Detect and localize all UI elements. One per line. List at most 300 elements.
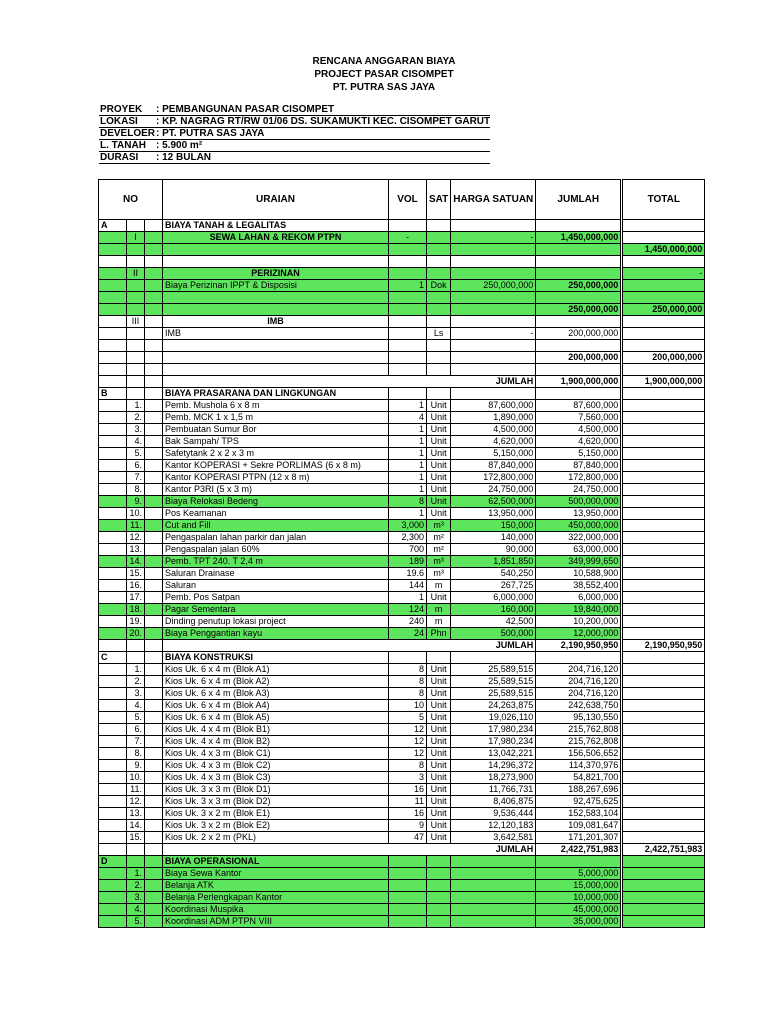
table-row: [99, 580, 705, 592]
item-description: Belanja Perlengkapan Kantor: [163, 892, 389, 904]
item-total: [623, 568, 705, 580]
section-letter: B: [99, 388, 127, 400]
item-amount: [536, 292, 621, 304]
item-unit-price: [451, 352, 536, 364]
item-total: [623, 424, 705, 436]
item-unit: [427, 244, 451, 256]
item-unit: m: [427, 616, 451, 628]
item-total: [623, 772, 705, 784]
item-unit: Unit: [427, 460, 451, 472]
item-description: Pemb. MCK 1 x 1,5 m: [163, 412, 389, 424]
info-row: [99, 116, 490, 128]
item-volume: 1: [389, 508, 427, 520]
item-unit: [427, 316, 451, 328]
item-volume: 8: [389, 664, 427, 676]
item-unit-price: [451, 916, 536, 928]
item-number: [127, 256, 145, 268]
table-row: [99, 304, 705, 316]
item-total: [623, 496, 705, 508]
blank-cell: [145, 328, 163, 340]
item-amount: 13,950,000: [536, 508, 621, 520]
item-amount: [536, 856, 621, 868]
section-letter: C: [99, 652, 127, 664]
item-amount: 7,560,000: [536, 412, 621, 424]
section-letter: [99, 448, 127, 460]
item-amount: 215,762,808: [536, 724, 621, 736]
item-unit: Unit: [427, 784, 451, 796]
item-volume: [389, 220, 427, 232]
item-unit: Unit: [427, 448, 451, 460]
item-unit: Unit: [427, 664, 451, 676]
section-letter: [99, 784, 127, 796]
item-unit: [427, 880, 451, 892]
item-unit-price: 19,026,110: [451, 712, 536, 724]
item-description: Kios Uk. 3 x 3 m (Blok D2): [163, 796, 389, 808]
section-letter: [99, 724, 127, 736]
item-description: [163, 304, 389, 316]
item-number: 4.: [127, 700, 145, 712]
item-amount: 54,821,700: [536, 772, 621, 784]
item-total: 1,450,000,000: [623, 244, 705, 256]
item-number: 12.: [127, 796, 145, 808]
blank-cell: [145, 532, 163, 544]
item-unit-price: 25,589,515: [451, 664, 536, 676]
item-description: BIAYA KONSTRUKSI: [163, 652, 389, 664]
item-number: 1.: [127, 664, 145, 676]
blank-cell: [145, 640, 163, 652]
item-description: Kios Uk. 4 x 3 m (Blok C2): [163, 760, 389, 772]
info-value: : KP. NAGRAG RT/RW 01/06 DS. SUKAMUKTI KEC. CISOMPET GARUT: [156, 116, 491, 127]
item-amount: 12,000,000: [536, 628, 621, 640]
item-number: 14.: [127, 556, 145, 568]
item-description: Biaya Sewa Kantor: [163, 868, 389, 880]
table-row: [99, 508, 705, 520]
blank-cell: [145, 412, 163, 424]
section-letter: [99, 736, 127, 748]
section-letter: [99, 628, 127, 640]
item-unit: Unit: [427, 724, 451, 736]
table-row: [99, 808, 705, 820]
blank-cell: [145, 616, 163, 628]
table-row: [99, 664, 705, 676]
jumlah-label: JUMLAH: [163, 376, 536, 388]
table-row: [99, 268, 705, 280]
item-number: 19.: [127, 616, 145, 628]
blank-cell: [145, 880, 163, 892]
item-number: 8.: [127, 748, 145, 760]
item-unit-price: 1,890,000: [451, 412, 536, 424]
item-total: [623, 712, 705, 724]
item-number: 13.: [127, 808, 145, 820]
item-volume: [389, 340, 427, 352]
item-description: Pembuatan Sumur Bor: [163, 424, 389, 436]
item-number: [127, 364, 145, 376]
item-total: [623, 580, 705, 592]
item-volume: [389, 916, 427, 928]
item-volume: 5: [389, 712, 427, 724]
item-number: [127, 640, 145, 652]
info-value: : 12 BULAN: [155, 152, 490, 164]
item-unit: Unit: [427, 796, 451, 808]
item-volume: [389, 292, 427, 304]
table-row: [99, 640, 705, 652]
item-number: 15.: [127, 832, 145, 844]
item-amount: [536, 244, 621, 256]
item-amount: 4,620,000: [536, 436, 621, 448]
item-number: [127, 292, 145, 304]
item-volume: 3,000: [389, 520, 427, 532]
item-unit: Unit: [427, 676, 451, 688]
item-unit-price: 500,000: [451, 628, 536, 640]
item-unit-price: [451, 292, 536, 304]
item-total: [623, 544, 705, 556]
table-row: [99, 496, 705, 508]
section-letter: [99, 772, 127, 784]
info-key: DEVELOER: [100, 128, 156, 139]
item-amount: 10,000,000: [536, 892, 621, 904]
item-description: Belanja ATK: [163, 880, 389, 892]
project-info: [99, 104, 490, 164]
blank-cell: [145, 904, 163, 916]
item-number: [127, 652, 145, 664]
item-amount: [536, 340, 621, 352]
item-total: [623, 472, 705, 484]
table-row: [99, 616, 705, 628]
item-unit: [427, 268, 451, 280]
item-description: Koordinasi ADM PTPN VIII: [163, 916, 389, 928]
item-unit: Ls: [427, 328, 451, 340]
item-number: 1.: [127, 868, 145, 880]
item-unit-price: 18,273,900: [451, 772, 536, 784]
item-unit-price: [451, 244, 536, 256]
item-unit-price: 11,766,731: [451, 784, 536, 796]
item-amount: 114,370,976: [536, 760, 621, 772]
item-amount: 87,600,000: [536, 400, 621, 412]
item-amount: 95,130,550: [536, 712, 621, 724]
item-number: 1.: [127, 400, 145, 412]
item-volume: [389, 316, 427, 328]
item-unit: [427, 388, 451, 400]
item-description: BIAYA PRASARANA DAN LINGKUNGAN: [163, 388, 389, 400]
item-number: [127, 376, 145, 388]
item-volume: 4: [389, 412, 427, 424]
blank-cell: [145, 460, 163, 472]
item-amount: 6,000,000: [536, 592, 621, 604]
section-letter: [99, 592, 127, 604]
item-amount: 5,150,000: [536, 448, 621, 460]
table-row: [99, 832, 705, 844]
item-unit: Unit: [427, 472, 451, 484]
item-unit: Unit: [427, 772, 451, 784]
blank-cell: [145, 736, 163, 748]
header-total: TOTAL: [623, 180, 705, 220]
item-amount: 4,500,000: [536, 424, 621, 436]
table-row: [99, 232, 705, 244]
blank-cell: [145, 676, 163, 688]
info-row: [99, 128, 490, 140]
item-volume: 189: [389, 556, 427, 568]
item-volume: 1: [389, 280, 427, 292]
item-total: [623, 280, 705, 292]
blank-cell: [145, 376, 163, 388]
item-amount: 500,000,000: [536, 496, 621, 508]
item-unit: [427, 916, 451, 928]
info-row: [99, 152, 490, 164]
item-unit: [427, 304, 451, 316]
item-total: [623, 412, 705, 424]
blank-cell: [145, 592, 163, 604]
item-total: [623, 340, 705, 352]
item-unit: Unit: [427, 592, 451, 604]
item-total: [623, 784, 705, 796]
item-unit: Unit: [427, 808, 451, 820]
item-unit: Unit: [427, 760, 451, 772]
item-total: [623, 760, 705, 772]
header-sat: SAT: [427, 180, 451, 220]
section-letter: [99, 760, 127, 772]
item-unit-price: [451, 388, 536, 400]
item-total: [623, 748, 705, 760]
item-amount: [536, 364, 621, 376]
info-key: L. TANAH: [99, 140, 155, 152]
item-unit: Unit: [427, 424, 451, 436]
item-description: Safetytank 2 x 2 x 3 m: [163, 448, 389, 460]
item-total: [623, 232, 705, 244]
item-total: 200,000,000: [623, 352, 705, 364]
item-amount: 2,422,751,983: [536, 844, 621, 856]
item-unit-price: [451, 304, 536, 316]
item-description: Kios Uk. 3 x 3 m (Blok D1): [163, 784, 389, 796]
item-amount: 204,716,120: [536, 664, 621, 676]
item-description: Pemb. Pos Satpan: [163, 592, 389, 604]
section-letter: [99, 892, 127, 904]
item-amount: 204,716,120: [536, 676, 621, 688]
item-volume: [389, 328, 427, 340]
item-number: 11.: [127, 784, 145, 796]
item-unit: [427, 340, 451, 352]
table-row: [99, 328, 705, 340]
section-letter: [99, 820, 127, 832]
section-letter: [99, 808, 127, 820]
section-letter: [99, 832, 127, 844]
item-volume: 11: [389, 796, 427, 808]
item-total: [623, 904, 705, 916]
item-number: 2.: [127, 676, 145, 688]
item-volume: 240: [389, 616, 427, 628]
item-unit: [427, 364, 451, 376]
item-unit-price: [451, 904, 536, 916]
table-row: [99, 520, 705, 532]
item-unit: m³: [427, 556, 451, 568]
item-unit-price: 12,120,183: [451, 820, 536, 832]
item-unit-price: 150,000: [451, 520, 536, 532]
blank-cell: [145, 244, 163, 256]
item-description: Kios Uk. 4 x 3 m (Blok C3): [163, 772, 389, 784]
table-row: [99, 280, 705, 292]
item-unit-price: 87,600,000: [451, 400, 536, 412]
item-amount: 38,552,400: [536, 580, 621, 592]
item-description: IMB: [163, 328, 389, 340]
item-unit-price: 14,296,372: [451, 760, 536, 772]
item-amount: 10,588,900: [536, 568, 621, 580]
item-volume: [389, 304, 427, 316]
item-amount: 92,475,625: [536, 796, 621, 808]
item-number: [127, 340, 145, 352]
blank-cell: [145, 448, 163, 460]
table-row: [99, 916, 705, 928]
section-letter: [99, 316, 127, 328]
blank-cell: [145, 232, 163, 244]
item-description: [163, 352, 389, 364]
table-row: [99, 856, 705, 868]
item-description: Koordinasi Muspika: [163, 904, 389, 916]
item-description: Kios Uk. 4 x 4 m (Blok B1): [163, 724, 389, 736]
item-description: Pemb. TPT 240. T 2,4 m: [163, 556, 389, 568]
item-description: [163, 256, 389, 268]
item-description: IMB: [163, 316, 389, 328]
item-unit: [427, 256, 451, 268]
item-unit-price: 267,725: [451, 580, 536, 592]
blank-cell: [145, 316, 163, 328]
blank-cell: [145, 688, 163, 700]
item-total: [623, 316, 705, 328]
header-row: [99, 180, 705, 220]
item-total: [623, 220, 705, 232]
item-number: 11.: [127, 520, 145, 532]
table-row: [99, 460, 705, 472]
blank-cell: [145, 832, 163, 844]
item-number: 5.: [127, 916, 145, 928]
item-volume: 124: [389, 604, 427, 616]
item-total: 1,900,000,000: [623, 376, 705, 388]
item-unit-price: 172,800,000: [451, 472, 536, 484]
item-volume: [389, 256, 427, 268]
item-unit: [427, 292, 451, 304]
item-total: [623, 616, 705, 628]
section-letter: [99, 472, 127, 484]
item-volume: 8: [389, 760, 427, 772]
item-unit: [427, 868, 451, 880]
section-letter: [99, 700, 127, 712]
item-unit: Unit: [427, 400, 451, 412]
blank-cell: [145, 580, 163, 592]
item-description: Pagar Sementara: [163, 604, 389, 616]
item-description: [163, 292, 389, 304]
item-amount: [536, 652, 621, 664]
item-number: 15.: [127, 568, 145, 580]
item-unit: [427, 220, 451, 232]
item-unit-price: [451, 340, 536, 352]
table-row: [99, 244, 705, 256]
item-unit-price: 25,589,515: [451, 688, 536, 700]
item-unit-price: -: [451, 328, 536, 340]
info-value: : PT. PUTRA SAS JAYA: [155, 128, 490, 140]
item-number: [127, 388, 145, 400]
item-total: [623, 436, 705, 448]
blank-cell: [145, 220, 163, 232]
item-unit-price: [451, 364, 536, 376]
section-letter: [99, 712, 127, 724]
item-description: BIAYA OPERASIONAL: [163, 856, 389, 868]
item-amount: 109,081,647: [536, 820, 621, 832]
blank-cell: [145, 436, 163, 448]
table-row: [99, 628, 705, 640]
item-volume: [389, 868, 427, 880]
item-volume: -: [389, 232, 427, 244]
item-number: [127, 328, 145, 340]
item-volume: 10: [389, 700, 427, 712]
table-row: [99, 724, 705, 736]
item-volume: 1: [389, 448, 427, 460]
table-row: [99, 880, 705, 892]
table-row: [99, 604, 705, 616]
item-amount: [536, 220, 621, 232]
table-row: [99, 676, 705, 688]
item-volume: 12: [389, 736, 427, 748]
table-row: [99, 772, 705, 784]
item-total: [623, 736, 705, 748]
item-volume: 12: [389, 748, 427, 760]
blank-cell: [145, 304, 163, 316]
blank-cell: [145, 268, 163, 280]
info-key: LOKASI: [99, 116, 155, 128]
item-unit: m: [427, 580, 451, 592]
section-letter: [99, 436, 127, 448]
item-unit: [427, 904, 451, 916]
item-total: [623, 724, 705, 736]
section-letter: [99, 364, 127, 376]
item-unit-price: 24,263,875: [451, 700, 536, 712]
blank-cell: [145, 724, 163, 736]
item-description: BIAYA TANAH & LEGALITAS: [163, 220, 389, 232]
item-number: 17.: [127, 592, 145, 604]
table-row: [99, 376, 705, 388]
info-row: [99, 140, 490, 152]
blank-cell: [145, 748, 163, 760]
blank-cell: [145, 496, 163, 508]
item-total: [623, 520, 705, 532]
table-row: [99, 532, 705, 544]
item-unit: Unit: [427, 688, 451, 700]
blank-cell: [145, 280, 163, 292]
item-volume: [389, 388, 427, 400]
budget-table: [98, 179, 705, 928]
section-letter: [99, 556, 127, 568]
item-unit: Dok: [427, 280, 451, 292]
item-number: 7.: [127, 736, 145, 748]
item-unit-price: 4,620,000: [451, 436, 536, 448]
section-letter: [99, 616, 127, 628]
item-description: Kantor P3RI (5 x 3 m): [163, 484, 389, 496]
item-total: [623, 448, 705, 460]
item-description: Saluran: [163, 580, 389, 592]
info-value: : PEMBANGUNAN PASAR CISOMPET: [155, 104, 490, 116]
item-number: 16.: [127, 580, 145, 592]
section-letter: [99, 676, 127, 688]
section-letter: [99, 568, 127, 580]
item-unit-price: 17,980,234: [451, 736, 536, 748]
table-row: [99, 292, 705, 304]
item-unit-price: 24,750,000: [451, 484, 536, 496]
item-unit-price: 140,000: [451, 532, 536, 544]
item-total: [623, 700, 705, 712]
blank-cell: [145, 628, 163, 640]
header-harga: HARGA SATUAN: [451, 180, 536, 220]
item-description: Kios Uk. 6 x 4 m (Blok A5): [163, 712, 389, 724]
item-number: 5.: [127, 448, 145, 460]
item-unit: [427, 856, 451, 868]
section-letter: [99, 376, 127, 388]
